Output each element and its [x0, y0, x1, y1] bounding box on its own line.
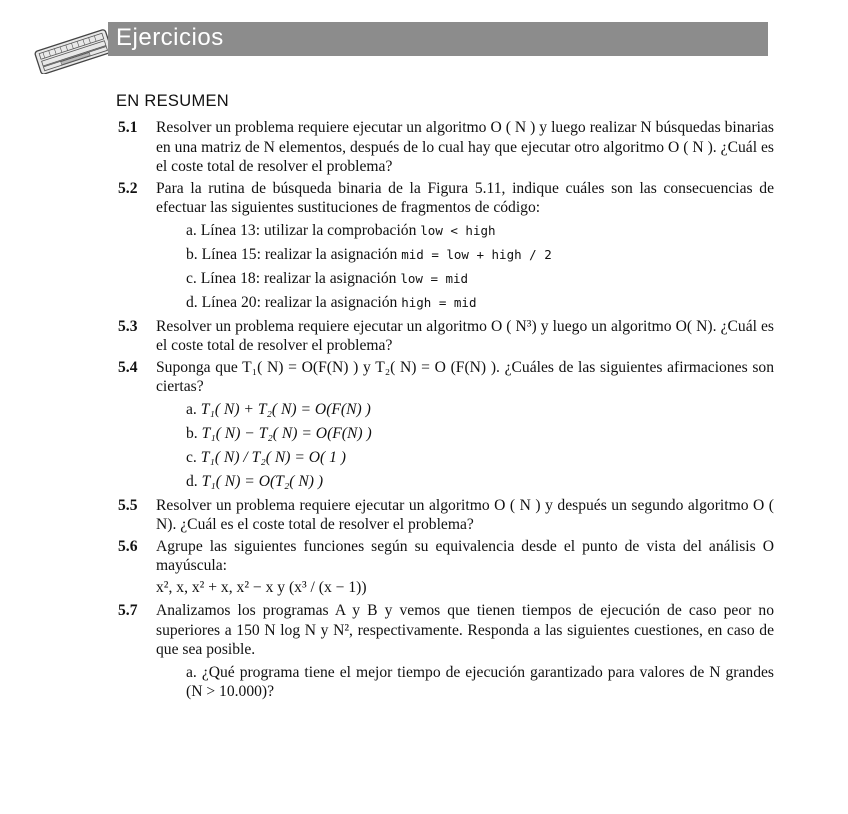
exercise-number: 5.6 — [118, 537, 138, 555]
sub-item-b: b. T₁( N) − T₂( N) = O(F(N) ) — [186, 424, 372, 442]
section-title: EN RESUMEN — [116, 92, 230, 110]
exercise-5-5 — [118, 496, 774, 535]
exercise-text: Analizamos los programas A y B y vemos que tienen tiempos de ejecución de caso peor no superiores a 150 N log N y N², respectivamente. Responda a las siguientes cuestiones, en caso de que sea posible. — [156, 602, 774, 658]
sub-item-a: a. Línea 13: utilizar la comprobación low < high — [186, 221, 496, 239]
exercise-5-1 — [118, 118, 774, 177]
exercise-number: 5.5 — [118, 496, 138, 514]
exercise-5-2 — [118, 179, 774, 312]
sub-item-c: c. Línea 18: realizar la asignación low = mid — [186, 269, 469, 287]
exercise-list — [118, 118, 774, 706]
sub-item-b: b. Línea 15: realizar la asignación mid = low + high / 2 — [186, 245, 552, 263]
sub-item-a: a. ¿Qué programa tiene el mejor tiempo de ejecución garantizado para valores de N grandes (N > 10.000)? — [186, 663, 774, 700]
exercise-text: Agrupe las siguientes funciones según su equivalencia desde el punto de vista del análisis O mayúscula: — [156, 537, 774, 574]
exercise-text: Para la rutina de búsqueda binaria de la Figura 5.11, indique cuáles son las consecuencias de efectuar las siguientes sustituciones de fragmentos de código: — [156, 179, 774, 216]
exercise-5-3 — [118, 317, 774, 356]
code-fragment: mid = low + high / 2 — [401, 246, 552, 262]
exercise-text: Suponga que T₁( N) = O(F(N) ) y T₂( N) = O (F(N) ). ¿Cuáles de las siguientes afirmaciones son ciertas? — [156, 358, 774, 395]
header-title: Ejercicios — [116, 24, 224, 51]
function-list: x², x, x² + x, x² − x y (x³ / (x − 1)) — [156, 578, 367, 596]
sub-item-d: d. T₁( N) = O(T₂( N) ) — [186, 472, 324, 490]
exercise-number: 5.3 — [118, 317, 138, 335]
sub-item-d: d. Línea 20: realizar la asignación high = mid — [186, 293, 477, 311]
exercise-5-7 — [118, 601, 774, 701]
keyboard-icon — [30, 28, 116, 74]
exercise-number: 5.4 — [118, 358, 138, 376]
sub-item-a: a. T₁( N) + T₂( N) = O(F(N) ) — [186, 400, 371, 418]
code-fragment: low < high — [420, 222, 496, 238]
exercise-number: 5.2 — [118, 179, 138, 197]
exercise-text: Resolver un problema requiere ejecutar un algoritmo O ( N ) y luego realizar N búsquedas binarias en una matriz de N elementos, después de lo cual hay que ejecutar otro algoritmo O ( N ). ¿Cuál es el coste total de resolver el problema? — [156, 119, 774, 175]
exercise-5-4 — [118, 358, 774, 491]
exercise-text: Resolver un problema requiere ejecutar un algoritmo O ( N ) y después un segundo algoritmo O ( N). ¿Cuál es el coste total de resolver el problema? — [156, 496, 774, 533]
code-fragment: high = mid — [401, 294, 477, 310]
exercise-5-6 — [118, 537, 774, 598]
header-bar — [108, 22, 768, 56]
exercise-text: Resolver un problema requiere ejecutar un algoritmo O ( N³) y luego un algoritmo O( N). ¿Cuál es el coste total de resolver el problema? — [156, 317, 774, 354]
code-fragment: low = mid — [400, 270, 469, 286]
exercise-number: 5.7 — [118, 602, 138, 619]
sub-item-c: c. T₁( N) / T₂( N) = O( 1 ) — [186, 448, 346, 466]
exercise-number: 5.1 — [118, 119, 138, 136]
